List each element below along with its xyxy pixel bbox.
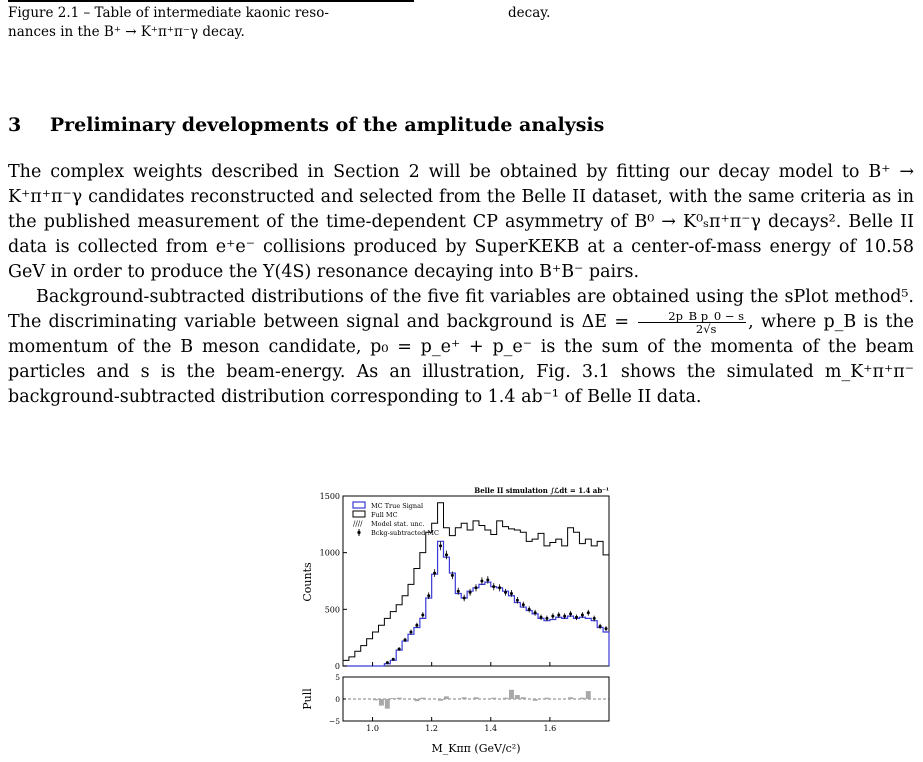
- figure-3-1-histogram: [295, 486, 625, 758]
- chart-title: Belle II simulation ∫ℒdt = 1.4 ab⁻¹: [474, 486, 609, 495]
- legend-unc: Model stat. unc.: [371, 520, 425, 528]
- data-point: [492, 585, 495, 588]
- data-point: [409, 631, 412, 634]
- signal-line: [343, 541, 609, 666]
- data-point: [421, 614, 424, 617]
- data-point: [486, 578, 489, 581]
- pull-tick-label: 5: [335, 673, 340, 682]
- y-tick-label: 1000: [319, 548, 340, 558]
- data-point: [415, 624, 418, 627]
- table-bottom-rule: [8, 0, 414, 2]
- data-point: [457, 590, 460, 593]
- x-tick-label: 1.0: [366, 724, 379, 733]
- pull-bar: [509, 690, 514, 699]
- data-point: [528, 608, 531, 611]
- data-point: [445, 553, 448, 556]
- caption-line-1: Figure 2.1 – Table of intermediate kaonic reso-: [8, 5, 329, 21]
- data-point: [545, 617, 548, 620]
- data-point: [504, 591, 507, 594]
- data-point: [593, 617, 596, 620]
- pull-bar: [544, 698, 549, 699]
- caption-line-2: nances in the B⁺ → K⁺π⁺π⁻γ decay.: [8, 24, 245, 40]
- legend: [353, 502, 439, 537]
- x-tick-label: 1.2: [425, 724, 439, 733]
- y-tick-label: 1500: [319, 492, 340, 501]
- section-heading: [8, 114, 604, 136]
- pull-bar: [438, 699, 443, 701]
- pull-bar: [533, 699, 538, 701]
- pull-bar: [444, 696, 449, 699]
- data-point: [427, 594, 430, 597]
- pull-bar: [491, 698, 496, 699]
- data-point: [599, 625, 602, 628]
- data-point: [386, 661, 389, 664]
- pull-bar: [515, 695, 520, 699]
- figure-2-1-caption: [8, 4, 414, 42]
- y-tick-label: 500: [324, 605, 340, 615]
- data-point: [551, 615, 554, 618]
- data-point: [498, 586, 501, 589]
- data-point: [463, 597, 466, 600]
- pull-bar: [462, 697, 467, 699]
- x-axis-label: M_Kππ (GeV/c²): [431, 742, 521, 755]
- data-point: [433, 572, 436, 575]
- legend-points: Bckg-subtracted MC: [371, 529, 439, 537]
- pull-bar: [391, 698, 396, 699]
- paragraph-1: The complex weights described in Section 2 will be obtained by fitting our decay model to B⁺ → K⁺π⁺π⁻γ candidates reconstructed and selected from the Belle II dataset, with the same criteria as in the published measurement of the time-dependent CP asymmetry of B⁰ → K⁰ₛπ⁺π⁻γ decays². Belle II data is collected from e⁺e⁻ collisions produced by SuperKEKB at a center-of-mass energy of 10.58 GeV in order to produce the Υ(4S) resonance decaying into B⁺B⁻ pairs.: [8, 162, 914, 282]
- pull-bar: [414, 699, 419, 701]
- data-point: [534, 611, 537, 614]
- data-point: [605, 627, 608, 630]
- legend-swatch-signal: [353, 502, 365, 508]
- pull-bar: [373, 699, 378, 700]
- x-tick-label: 1.6: [543, 724, 557, 733]
- legend-swatch-full-mc: [353, 511, 365, 517]
- data-point: [475, 586, 478, 589]
- pull-bar: [379, 699, 384, 706]
- pull-bar: [385, 699, 390, 709]
- pull-tick-label: −5: [328, 717, 340, 726]
- legend-swatch-point: [357, 531, 360, 534]
- x-tick-label: 1.4: [484, 724, 498, 733]
- data-point: [581, 614, 584, 617]
- data-point: [516, 599, 519, 602]
- data-point: [451, 574, 454, 577]
- data-point: [557, 614, 560, 617]
- pull-bar: [397, 698, 402, 699]
- section-title: Preliminary developments of the amplitude analysis: [49, 114, 605, 136]
- y-tick-label: 0: [334, 662, 340, 671]
- data-point: [587, 611, 590, 614]
- delta-e-fraction: [638, 310, 746, 335]
- pull-axis-label: Pull: [301, 688, 314, 710]
- right-caption-tail: decay.: [508, 5, 551, 21]
- data-points: [386, 541, 608, 664]
- y-axis-label: Counts: [301, 562, 314, 602]
- data-point: [522, 603, 525, 606]
- data-point: [480, 580, 483, 583]
- pull-tick-label: 0: [335, 695, 340, 704]
- pull-bars: [343, 690, 609, 709]
- paragraph-2-part-a: Background-subtracted distributions of the five fit variables are obtained using the sPlot method⁵. The discriminating variable between signal and background is ΔE =: [8, 287, 914, 332]
- data-point: [563, 615, 566, 618]
- fraction-numerator: 2p_B p_0 − s: [638, 310, 746, 323]
- legend-full-mc: Full MC: [371, 511, 398, 519]
- legend-swatch-unc: ////: [353, 520, 363, 528]
- fraction-denominator: 2√s: [695, 322, 717, 336]
- paragraph-2: [8, 285, 914, 410]
- data-point: [398, 648, 401, 651]
- pull-bar: [474, 697, 479, 699]
- data-point: [540, 616, 543, 619]
- data-point: [575, 616, 578, 619]
- data-point: [510, 592, 513, 595]
- data-point: [392, 658, 395, 661]
- section-number: 3: [8, 114, 22, 136]
- paragraph-2-part-b: , where p_B is the momentum of the B meson candidate, p₀ = p_e⁺ + p_e⁻ is the sum of the momenta of the beam particles and s is the beam-energy. As an illustration, Fig. 3.1 shows the simulated m_K⁺π⁺π⁻ background-subtracted distribution corresponding to 1.4 ab⁻¹ of Belle II data.: [8, 312, 914, 407]
- pull-bar: [420, 698, 425, 699]
- data-point: [439, 544, 442, 547]
- data-point: [569, 612, 572, 615]
- data-point: [404, 638, 407, 641]
- pull-bar: [580, 698, 585, 699]
- signal-histogram: [343, 541, 609, 666]
- legend-signal: MC True Signal: [371, 502, 424, 510]
- pull-bar: [503, 698, 508, 699]
- body-text: [8, 160, 914, 410]
- data-point: [469, 591, 472, 594]
- pull-bar: [586, 691, 591, 699]
- pull-bar: [521, 697, 526, 699]
- pull-bar: [568, 697, 573, 699]
